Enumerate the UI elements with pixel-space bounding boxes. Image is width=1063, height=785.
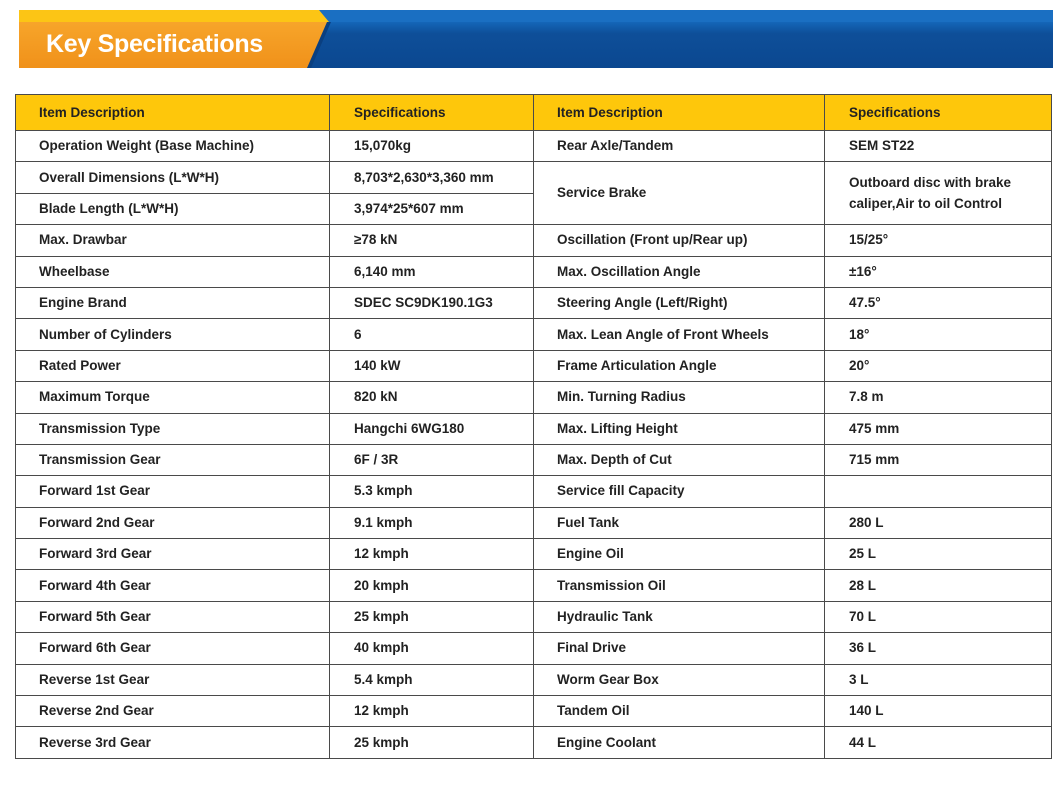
item-description: Overall Dimensions (L*W*H) bbox=[16, 162, 330, 193]
specification-value: 3,974*25*607 mm bbox=[330, 193, 534, 224]
specification-value: 25 kmph bbox=[330, 601, 534, 632]
table-row bbox=[16, 131, 1052, 162]
table-row bbox=[16, 444, 1052, 475]
specification-value: 70 L bbox=[825, 601, 1052, 632]
specification-value: 140 kW bbox=[330, 350, 534, 381]
item-description: Oscillation (Front up/Rear up) bbox=[534, 225, 825, 256]
specification-value: 8,703*2,630*3,360 mm bbox=[330, 162, 534, 193]
specification-value: 7.8 m bbox=[825, 382, 1052, 413]
table-row bbox=[16, 507, 1052, 538]
item-description: Engine Coolant bbox=[534, 727, 825, 758]
item-description: Engine Brand bbox=[16, 287, 330, 318]
item-description: Max. Lifting Height bbox=[534, 413, 825, 444]
specification-value: 475 mm bbox=[825, 413, 1052, 444]
specification-value: Outboard disc with brake caliper,Air to oil Control bbox=[825, 162, 1052, 225]
item-description: Transmission Gear bbox=[16, 444, 330, 475]
item-description: Number of Cylinders bbox=[16, 319, 330, 350]
item-description: Rated Power bbox=[16, 350, 330, 381]
item-description: Blade Length (L*W*H) bbox=[16, 193, 330, 224]
specification-value: 140 L bbox=[825, 696, 1052, 727]
specification-value: SDEC SC9DK190.1G3 bbox=[330, 287, 534, 318]
specification-value: 28 L bbox=[825, 570, 1052, 601]
table-row bbox=[16, 256, 1052, 287]
table-row bbox=[16, 664, 1052, 695]
specification-value: 12 kmph bbox=[330, 539, 534, 570]
table-row bbox=[16, 382, 1052, 413]
specification-value: 40 kmph bbox=[330, 633, 534, 664]
item-description: Max. Drawbar bbox=[16, 225, 330, 256]
item-description: Transmission Oil bbox=[534, 570, 825, 601]
specification-value: 3 L bbox=[825, 664, 1052, 695]
specification-value: ≥78 kN bbox=[330, 225, 534, 256]
table-row bbox=[16, 570, 1052, 601]
specification-value: 715 mm bbox=[825, 444, 1052, 475]
specification-value bbox=[825, 476, 1052, 507]
table-row bbox=[16, 162, 1052, 193]
specification-value: SEM ST22 bbox=[825, 131, 1052, 162]
table-row bbox=[16, 413, 1052, 444]
table-row bbox=[16, 696, 1052, 727]
item-description: Forward 3rd Gear bbox=[16, 539, 330, 570]
item-description: Worm Gear Box bbox=[534, 664, 825, 695]
item-description: Hydraulic Tank bbox=[534, 601, 825, 632]
item-description: Min. Turning Radius bbox=[534, 382, 825, 413]
specification-value: ±16° bbox=[825, 256, 1052, 287]
table-row bbox=[16, 319, 1052, 350]
table-row bbox=[16, 350, 1052, 381]
item-description: Forward 6th Gear bbox=[16, 633, 330, 664]
item-description: Service Brake bbox=[534, 162, 825, 225]
specification-value: 6,140 mm bbox=[330, 256, 534, 287]
specification-value: 280 L bbox=[825, 507, 1052, 538]
specification-value: 820 kN bbox=[330, 382, 534, 413]
specification-value: 25 L bbox=[825, 539, 1052, 570]
specification-value: Hangchi 6WG180 bbox=[330, 413, 534, 444]
item-description: Maximum Torque bbox=[16, 382, 330, 413]
item-description: Max. Oscillation Angle bbox=[534, 256, 825, 287]
item-description: Max. Depth of Cut bbox=[534, 444, 825, 475]
specification-value: 6 bbox=[330, 319, 534, 350]
page-title: Key Specifications bbox=[46, 30, 263, 58]
item-description: Engine Oil bbox=[534, 539, 825, 570]
specifications-table bbox=[15, 94, 1052, 759]
item-description: Transmission Type bbox=[16, 413, 330, 444]
item-description: Reverse 2nd Gear bbox=[16, 696, 330, 727]
specification-value: 25 kmph bbox=[330, 727, 534, 758]
item-description: Rear Axle/Tandem bbox=[534, 131, 825, 162]
column-header: Specifications bbox=[825, 95, 1052, 131]
item-description: Final Drive bbox=[534, 633, 825, 664]
specification-value: 5.4 kmph bbox=[330, 664, 534, 695]
specification-value: 15,070kg bbox=[330, 131, 534, 162]
table-row bbox=[16, 601, 1052, 632]
specification-value: 20 kmph bbox=[330, 570, 534, 601]
column-header: Specifications bbox=[330, 95, 534, 131]
header-banner bbox=[19, 10, 1053, 68]
specification-value: 36 L bbox=[825, 633, 1052, 664]
column-header: Item Description bbox=[534, 95, 825, 131]
item-description: Forward 4th Gear bbox=[16, 570, 330, 601]
item-description: Forward 1st Gear bbox=[16, 476, 330, 507]
item-description: Forward 5th Gear bbox=[16, 601, 330, 632]
specification-value: 6F / 3R bbox=[330, 444, 534, 475]
item-description: Tandem Oil bbox=[534, 696, 825, 727]
specification-value: 44 L bbox=[825, 727, 1052, 758]
table-row bbox=[16, 727, 1052, 758]
item-description: Steering Angle (Left/Right) bbox=[534, 287, 825, 318]
specification-value: 5.3 kmph bbox=[330, 476, 534, 507]
table-row bbox=[16, 476, 1052, 507]
item-description: Wheelbase bbox=[16, 256, 330, 287]
specification-value: 9.1 kmph bbox=[330, 507, 534, 538]
table-row bbox=[16, 225, 1052, 256]
specification-value: 12 kmph bbox=[330, 696, 534, 727]
item-description: Reverse 3rd Gear bbox=[16, 727, 330, 758]
specification-value: 20° bbox=[825, 350, 1052, 381]
specification-value: 18° bbox=[825, 319, 1052, 350]
table-row bbox=[16, 539, 1052, 570]
column-header: Item Description bbox=[16, 95, 330, 131]
item-description: Frame Articulation Angle bbox=[534, 350, 825, 381]
specification-value: 15/25° bbox=[825, 225, 1052, 256]
table-header-row bbox=[16, 95, 1052, 131]
item-description: Fuel Tank bbox=[534, 507, 825, 538]
item-description: Service fill Capacity bbox=[534, 476, 825, 507]
specification-value: 47.5° bbox=[825, 287, 1052, 318]
table-row bbox=[16, 633, 1052, 664]
table-row bbox=[16, 287, 1052, 318]
item-description: Reverse 1st Gear bbox=[16, 664, 330, 695]
item-description: Operation Weight (Base Machine) bbox=[16, 131, 330, 162]
item-description: Forward 2nd Gear bbox=[16, 507, 330, 538]
item-description: Max. Lean Angle of Front Wheels bbox=[534, 319, 825, 350]
